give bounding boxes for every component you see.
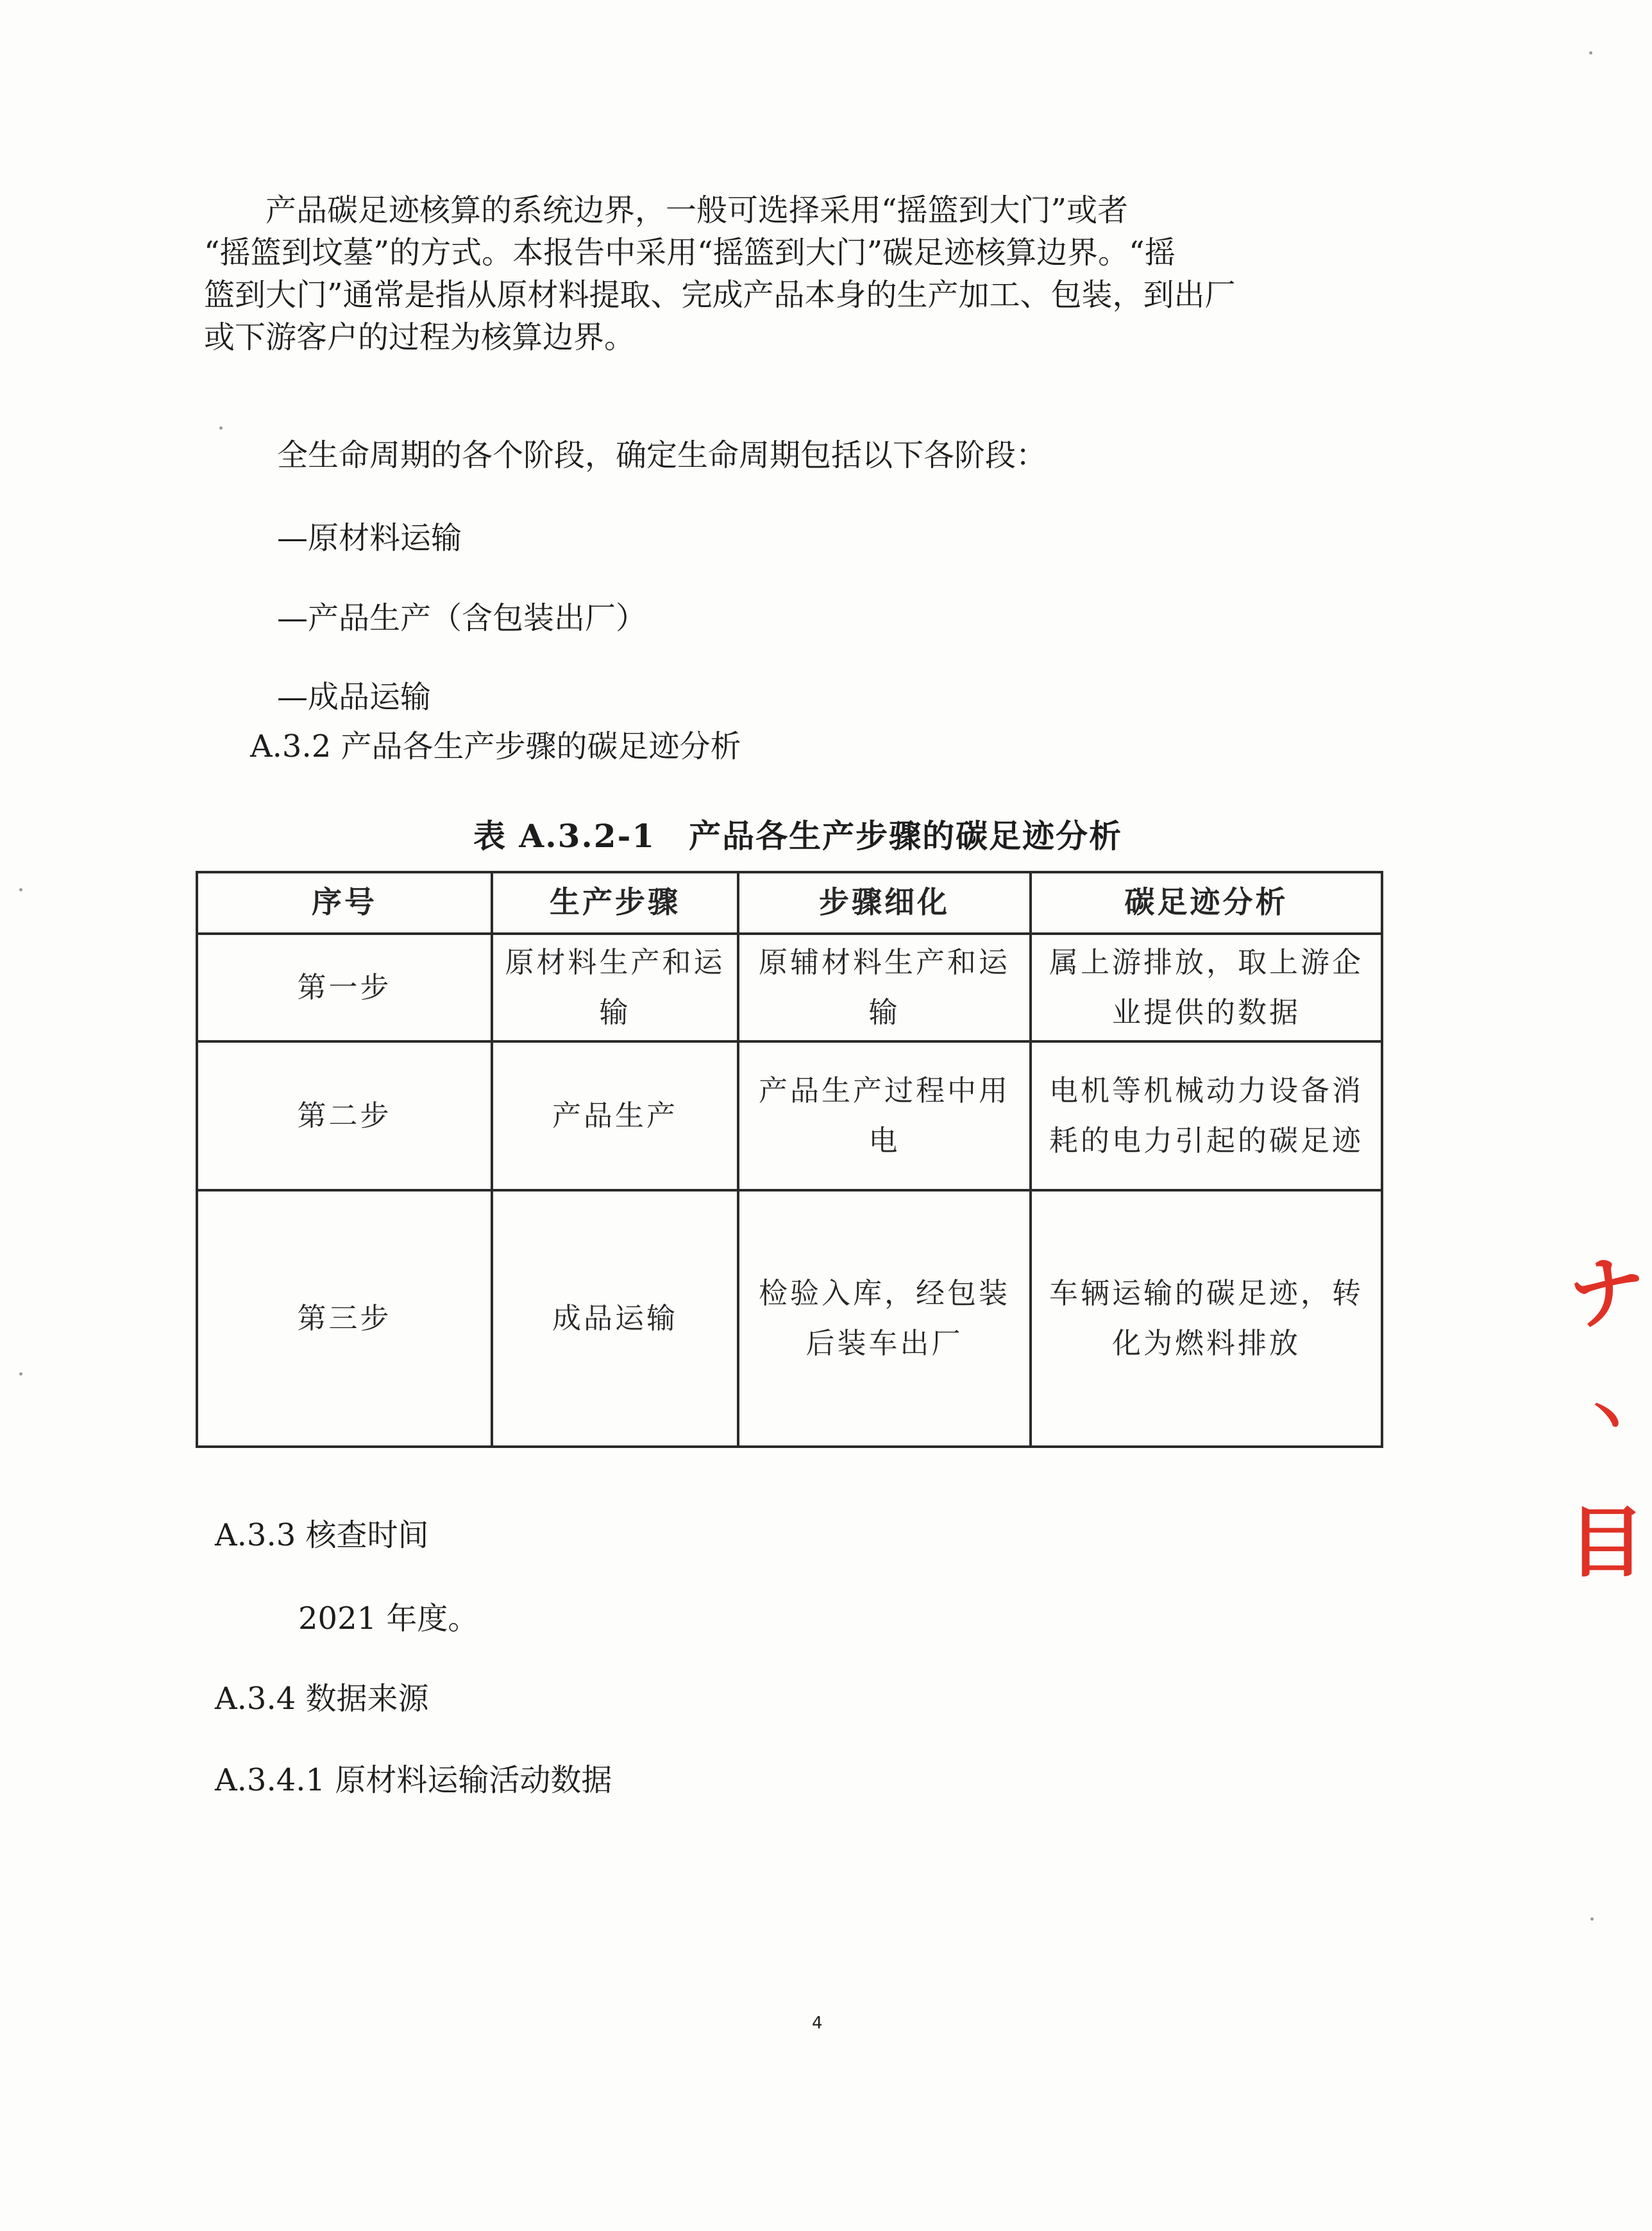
table-cell: 产品生产	[492, 1041, 738, 1190]
table-cell: 属上游排放，取上游企业提供的数据	[1031, 934, 1382, 1041]
table-cell: 原材料生产和运输	[492, 934, 738, 1041]
table-cell: 成品运输	[492, 1190, 738, 1447]
lifecycle-intro: 全生命周期的各个阶段，确定生命周期包括以下各阶段：	[277, 437, 1047, 473]
intro-line-3: 篮到大门”通常是指从原材料提取、完成产品本身的生产加工、包装，到出厂	[204, 277, 1236, 313]
section-heading-a332: A.3.2 产品各生产步骤的碳足迹分析	[250, 728, 741, 764]
table-cell: 车辆运输的碳足迹，转化为燃料排放	[1031, 1190, 1382, 1447]
scan-speck	[19, 1372, 22, 1376]
header-cell-index: 序号	[197, 872, 492, 934]
intro-line-2: “摇篮到坟墓”的方式。本报告中采用“摇篮到大门”碳足迹核算边界。“摇	[204, 235, 1176, 271]
carbon-footprint-table	[196, 871, 1383, 1448]
scan-speck	[19, 888, 22, 891]
table-caption: 表 A.3.2-1 产品各生产步骤的碳足迹分析	[473, 817, 1123, 855]
intro-line-4: 或下游客户的过程为核算边界。	[204, 319, 636, 355]
scan-speck	[1589, 51, 1592, 55]
section-heading-a3341: A.3.4.1 原材料运输活动数据	[215, 1762, 612, 1798]
table-row	[197, 1041, 1382, 1190]
seal-stamp-fragment-top: ナ	[1563, 1243, 1652, 1343]
header-cell-detail: 步骤细化	[738, 872, 1031, 934]
table-cell: 电机等机械动力设备消耗的电力引起的碳足迹	[1031, 1041, 1382, 1190]
table-row	[197, 1190, 1382, 1447]
section-heading-a334: A.3.4 数据来源	[215, 1681, 429, 1717]
scan-speck	[1590, 1917, 1594, 1921]
intro-paragraph	[204, 189, 1345, 358]
table-cell: 第二步	[197, 1041, 492, 1190]
header-cell-step: 生产步骤	[492, 872, 738, 934]
seal-stamp-fragment-bottom: 目	[1568, 1499, 1645, 1588]
section-heading-a333: A.3.3 核查时间	[215, 1517, 429, 1553]
header-cell-analysis: 碳足迹分析	[1031, 872, 1382, 934]
inspection-year: 2021 年度。	[298, 1601, 479, 1637]
table-cell: 第一步	[197, 934, 492, 1041]
seal-stamp-fragment-mid: 丶	[1578, 1386, 1635, 1453]
table-header-row	[197, 872, 1382, 934]
stage-item-production: —产品生产（含包装出厂）	[277, 600, 647, 636]
intro-line-1: 产品碳足迹核算的系统边界，一般可选择采用“摇篮到大门”或者	[204, 192, 1129, 228]
table-cell: 原辅材料生产和运输	[738, 934, 1031, 1041]
table-row	[197, 934, 1382, 1041]
scan-speck	[219, 426, 223, 430]
page-number: 4	[812, 2014, 823, 2033]
stage-item-product-transport: —成品运输	[277, 679, 432, 715]
table-cell: 产品生产过程中用电	[738, 1041, 1031, 1190]
stage-item-raw-material-transport: —原材料运输	[277, 520, 462, 556]
table-cell: 第三步	[197, 1190, 492, 1447]
table-cell: 检验入库，经包装后装车出厂	[738, 1190, 1031, 1447]
